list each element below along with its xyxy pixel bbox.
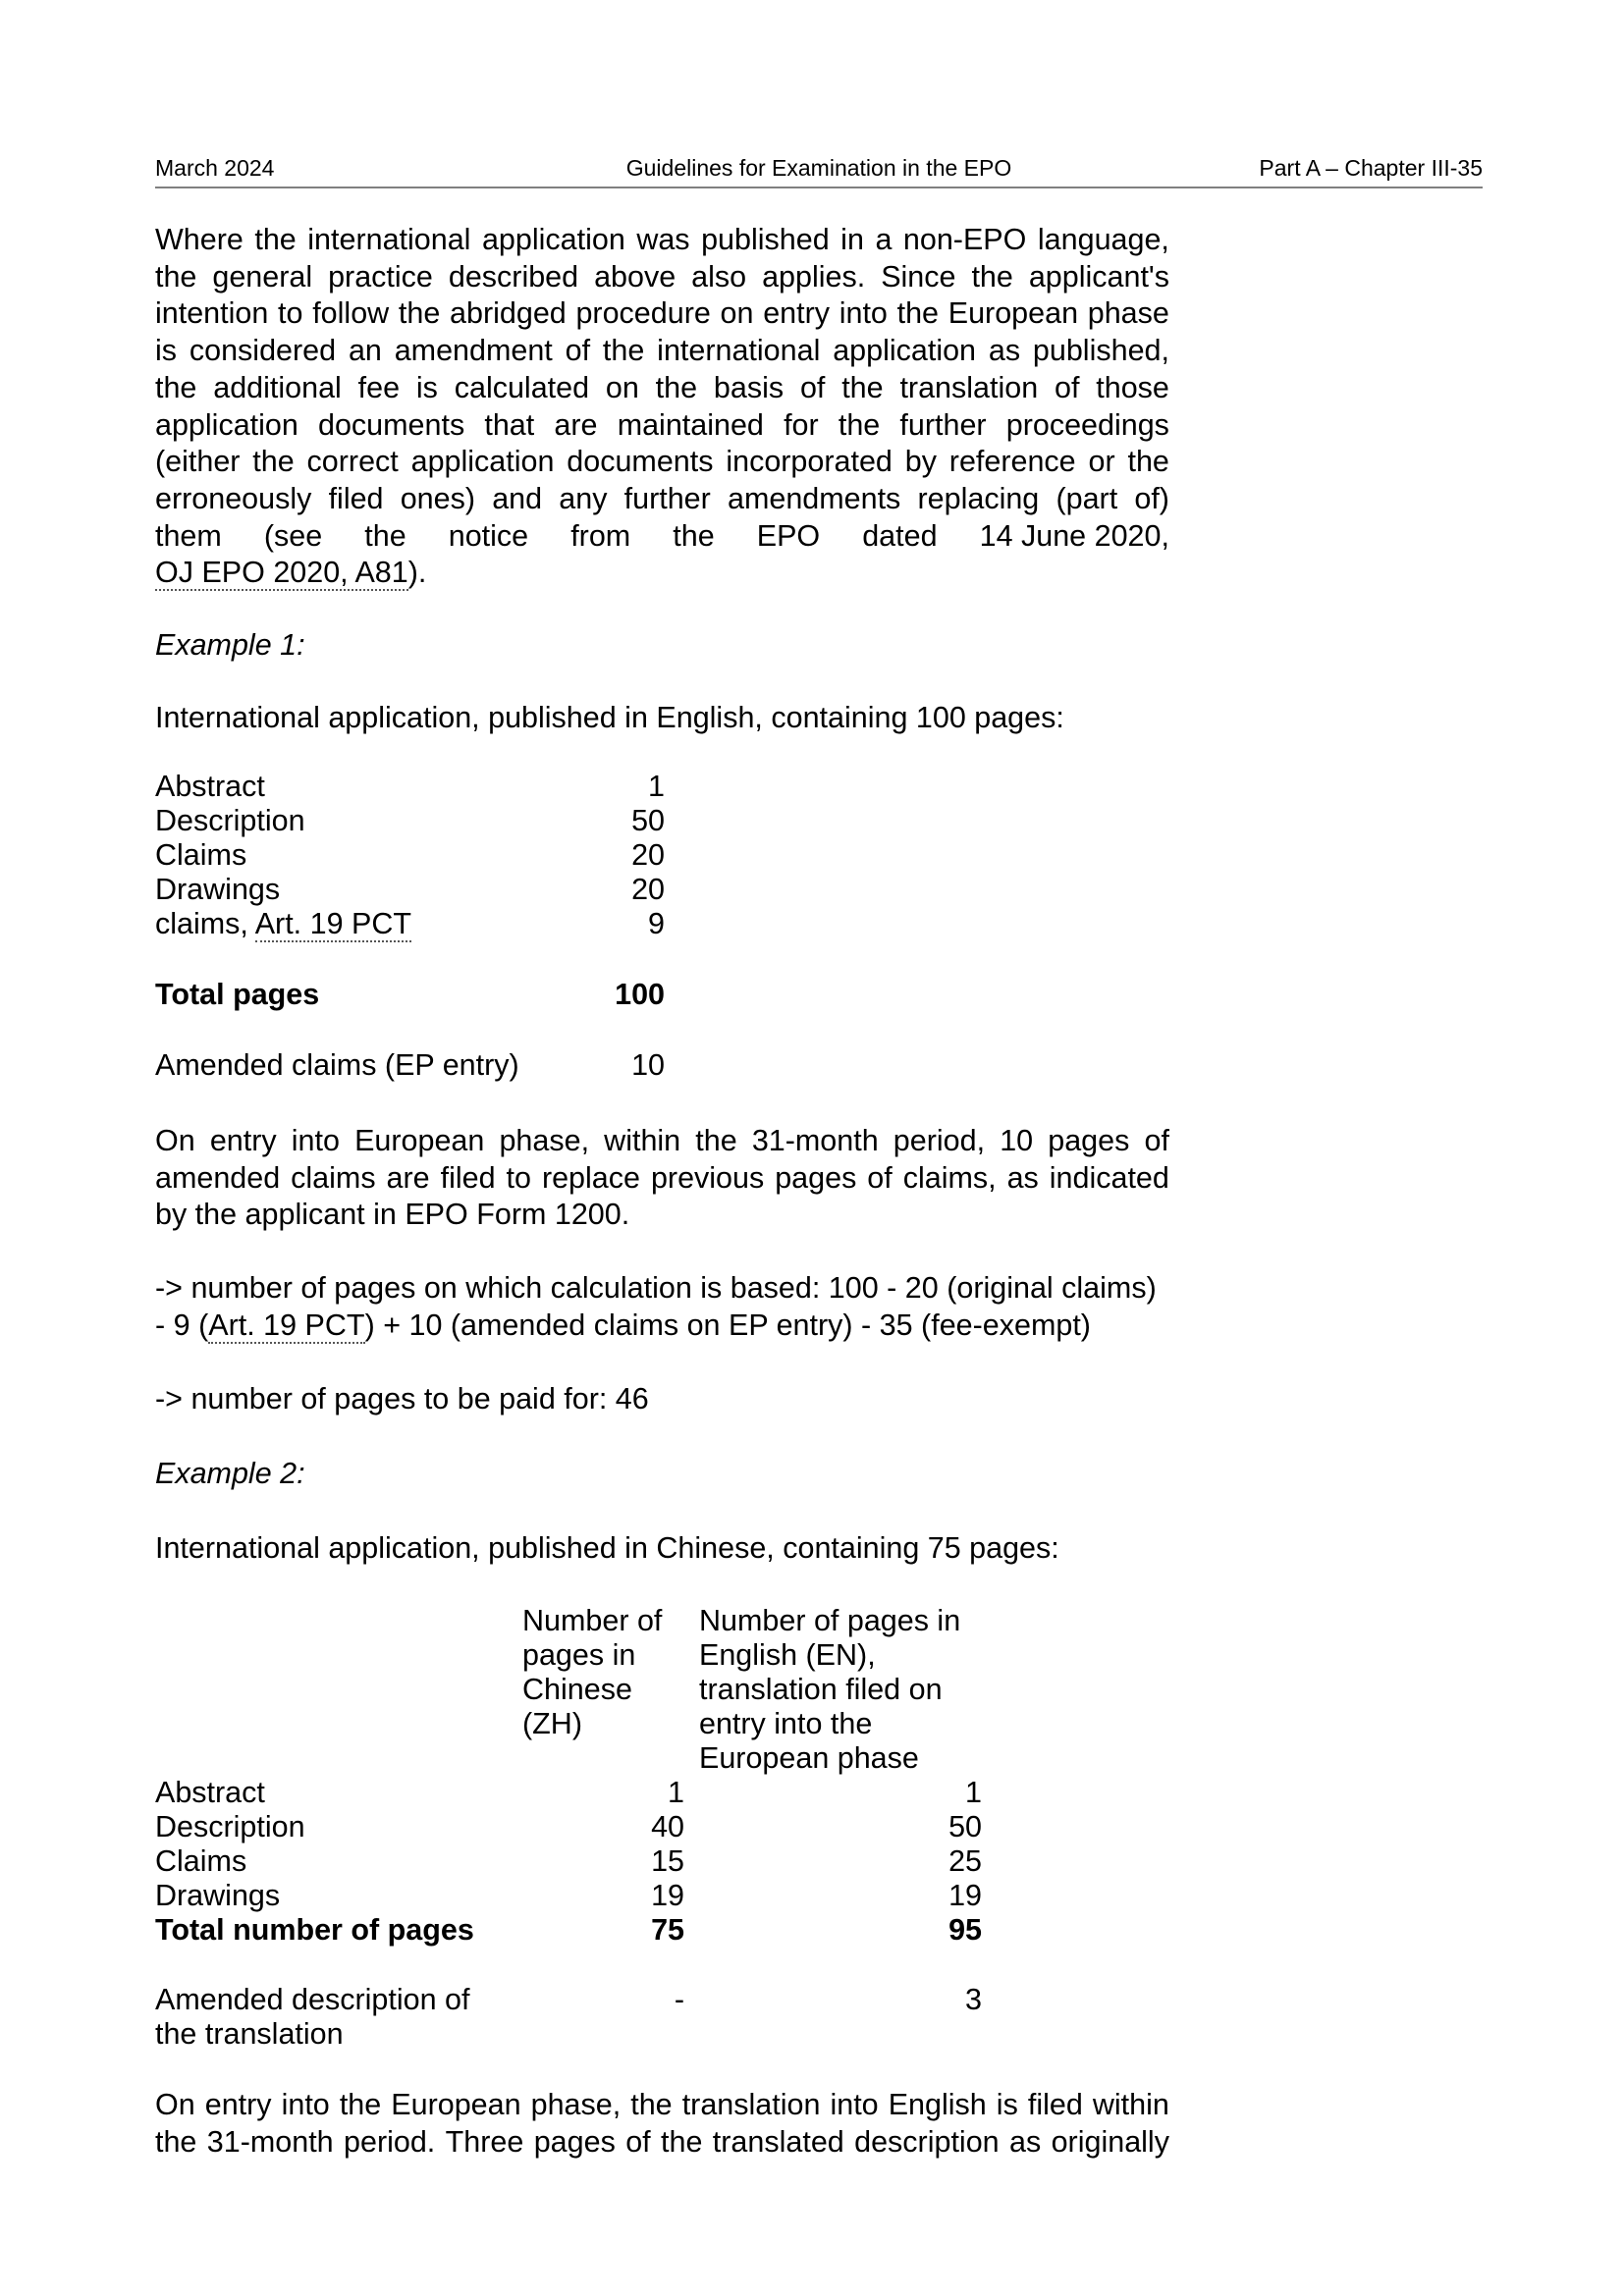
word: claims <box>291 1160 376 1195</box>
intro-line <box>155 295 1169 333</box>
word: translation <box>899 370 1039 404</box>
word: applies. <box>762 259 866 294</box>
word: the <box>602 334 645 368</box>
word: fee <box>357 370 401 404</box>
word: correct <box>306 445 399 479</box>
word: described <box>448 259 579 294</box>
word: them <box>155 518 222 553</box>
word: was <box>636 223 690 256</box>
ex2-row-zh: 19 <box>651 1879 684 1912</box>
word: entry <box>763 296 830 331</box>
calc-line: -> number of pages on which calculation is based: 100 - 20 (original claims) <box>155 1271 1157 1305</box>
word: to <box>278 296 303 331</box>
word: Since <box>881 259 956 294</box>
col-zh-header-line: Number of <box>522 1604 663 1637</box>
intro-line-spread <box>155 518 1169 556</box>
word: into <box>291 1124 340 1157</box>
word: for <box>784 407 819 442</box>
calc-suffix: ) + 10 (amended claims on EP entry) - 35 (fee-exempt) <box>364 1308 1091 1342</box>
col-en-header-line: Number of pages in <box>699 1604 961 1637</box>
word: published <box>701 223 830 256</box>
word: those <box>1096 370 1169 404</box>
art19-pct-link[interactable]: Art. 19 PCT <box>254 907 412 940</box>
word: considered <box>189 334 337 368</box>
ex1-total-label: Total pages <box>155 978 320 1011</box>
closing-line <box>155 2124 1169 2162</box>
word: amendments <box>727 481 901 515</box>
word: the <box>339 2088 382 2121</box>
word: international <box>307 223 471 256</box>
word: erroneously <box>155 481 312 515</box>
word: an <box>348 334 382 368</box>
word: and <box>492 481 543 515</box>
ex1-row-label: Abstract <box>155 770 265 803</box>
word: pages <box>1048 1124 1130 1157</box>
word: English <box>888 2088 987 2121</box>
word: from <box>570 518 631 553</box>
entry-line <box>155 1160 1169 1198</box>
col-en-header-line: entry into the <box>699 1707 873 1740</box>
ex2-row-label: Drawings <box>155 1879 281 1912</box>
intro-paragraph <box>155 222 1169 592</box>
word: previous <box>650 1160 765 1195</box>
word: documents <box>567 445 714 479</box>
ex1-entry-paragraph <box>155 1123 1169 1234</box>
word: indicated <box>1049 1160 1169 1195</box>
word: phase, <box>530 2088 622 2121</box>
word: application <box>155 407 298 442</box>
word: replace <box>541 1160 640 1195</box>
calc-prefix: - 9 ( <box>155 1308 209 1342</box>
intro-reference-line <box>155 555 1169 592</box>
word: replacing <box>917 481 1040 515</box>
word: pages <box>775 1160 857 1195</box>
word: the <box>254 223 297 256</box>
word: dated <box>862 518 938 553</box>
word: is <box>415 370 438 404</box>
word: the <box>252 445 295 479</box>
col-zh-header-line: Chinese <box>522 1673 632 1706</box>
intro-line <box>155 481 1169 518</box>
word: into <box>281 2088 330 2121</box>
ex2-amended-en: 3 <box>965 1983 982 2016</box>
word: into <box>839 296 888 331</box>
word: EPO <box>756 518 821 553</box>
word: in <box>840 223 864 256</box>
ex1-art19-value: 9 <box>648 907 665 940</box>
ex2-amended-zh: - <box>674 1983 684 2016</box>
word: European <box>947 296 1079 331</box>
word: international <box>657 334 821 368</box>
amended-label-line: Amended description of <box>155 1983 470 2016</box>
intro-line <box>155 444 1169 481</box>
ex2-row-en: 19 <box>948 1879 982 1912</box>
word: entry <box>204 2088 272 2121</box>
ex2-row-zh: 15 <box>651 1844 684 1878</box>
col-zh-header-line: (ZH) <box>522 1707 582 1740</box>
word: 10 <box>1000 1124 1034 1157</box>
word: the <box>896 296 940 331</box>
ex2-row-en: 25 <box>948 1844 982 1878</box>
ex1-row-label: Description <box>155 804 305 837</box>
word: is <box>155 334 178 368</box>
word: the <box>971 259 1013 294</box>
word: the <box>661 2124 703 2159</box>
word: (see <box>263 518 323 553</box>
ex2-total-label: Total number of pages <box>155 1913 474 1947</box>
example1-label: Example 1: <box>155 628 305 662</box>
word: of <box>799 370 826 404</box>
header-date: March 2024 <box>155 155 275 181</box>
word: are <box>386 1160 430 1195</box>
intro-line <box>155 407 1169 445</box>
art19-pct-link-2[interactable]: Art. 19 PCT <box>208 1308 365 1342</box>
word: of <box>625 2124 651 2159</box>
ex2-row-label: Abstract <box>155 1776 265 1809</box>
word: the <box>155 2124 197 2159</box>
word: intention <box>155 296 269 331</box>
word: follow <box>312 296 390 331</box>
entry-line: by the applicant in EPO Form 1200. <box>155 1198 630 1232</box>
word: European <box>354 1124 485 1157</box>
example1-intro: International application, published in English, containing 100 pages: <box>155 701 1064 734</box>
word: (either <box>155 445 241 479</box>
word: filed <box>328 481 384 515</box>
ex2-row-en: 1 <box>965 1776 982 1809</box>
word: the <box>1127 445 1169 479</box>
word: any <box>559 481 608 515</box>
intro-line <box>155 370 1169 407</box>
word: further <box>623 481 711 515</box>
col-zh-header-line: pages in <box>522 1638 636 1672</box>
amended-label-line: the translation <box>155 2017 344 2051</box>
word: calculated <box>454 370 590 404</box>
word: within <box>604 1124 681 1157</box>
col-en-header-line: European phase <box>699 1741 919 1775</box>
word: non-EPO <box>902 223 1027 256</box>
word: reference <box>948 445 1076 479</box>
word: are <box>554 407 598 442</box>
word: amendment <box>394 334 553 368</box>
word: additional <box>213 370 342 404</box>
word: that <box>484 407 535 442</box>
example2-intro: International application, published in Chinese, containing 75 pages: <box>155 1531 1059 1565</box>
oj-epo-link[interactable]: OJ EPO 2020, A81 <box>155 556 408 590</box>
word: of <box>1055 370 1080 404</box>
ex2-total-zh: 75 <box>651 1913 684 1947</box>
word: documents <box>318 407 465 442</box>
ex1-row-value: 20 <box>631 873 665 906</box>
ex1-row-value: 1 <box>648 770 665 803</box>
col-en-header-line: translation filed on <box>699 1673 943 1706</box>
word: on <box>605 370 639 404</box>
word: as <box>988 334 1021 368</box>
word: (part <box>1056 481 1118 515</box>
ex2-closing-paragraph <box>155 2087 1169 2161</box>
ex2-amended-label <box>155 1983 469 2052</box>
word: the <box>630 2088 673 2121</box>
ex1-total-value: 100 <box>615 978 665 1011</box>
header-section: Part A – Chapter III-35 <box>1259 155 1483 181</box>
word: amended <box>155 1160 281 1195</box>
word: as <box>1009 2124 1042 2159</box>
ex1-row-label: Claims <box>155 838 247 872</box>
word: practice <box>328 259 433 294</box>
example2-label: Example 2: <box>155 1457 305 1490</box>
word: proceedings <box>1005 407 1169 442</box>
word: of <box>867 1160 893 1195</box>
intro-line <box>155 259 1169 296</box>
ref-suffix: ). <box>407 556 427 590</box>
word: the <box>695 1124 737 1157</box>
word: ones) <box>400 481 475 515</box>
word: the <box>655 370 698 404</box>
word: application <box>833 334 977 368</box>
word: On <box>155 2088 195 2121</box>
word: 31-month <box>206 2124 334 2159</box>
word: published, <box>1032 334 1169 368</box>
word: On <box>155 1124 195 1157</box>
word: phase, <box>499 1124 590 1157</box>
word: claims, <box>902 1160 997 1195</box>
word: originally <box>1051 2124 1169 2159</box>
word: the <box>841 370 884 404</box>
ex1-row-label: Drawings <box>155 873 281 906</box>
word: Where <box>155 223 244 256</box>
word: of) <box>1134 481 1169 515</box>
word: on <box>720 296 754 331</box>
word: procedure <box>575 296 711 331</box>
word: maintained <box>617 407 764 442</box>
word: within <box>1092 2088 1169 2121</box>
word: a <box>875 223 893 256</box>
word: period. <box>344 2124 436 2159</box>
word: abridged <box>450 296 567 331</box>
word: also <box>691 259 747 294</box>
word: or <box>1088 445 1115 479</box>
col-en-header-line: English (EN), <box>699 1638 876 1672</box>
word: general <box>212 259 313 294</box>
ex2-row-zh: 1 <box>668 1776 684 1809</box>
ex1-amended-value: 10 <box>631 1048 665 1082</box>
word: the <box>364 518 406 553</box>
word: the <box>155 370 197 404</box>
word: basis <box>713 370 785 404</box>
word: is <box>996 2088 1018 2121</box>
word: of <box>1144 1124 1169 1157</box>
word: language, <box>1037 223 1169 256</box>
word: the <box>673 518 715 553</box>
ex1-row-value: 20 <box>631 838 665 872</box>
word: as <box>1006 1160 1039 1195</box>
ex1-calc-paragraph <box>155 1270 1169 1344</box>
word: application <box>481 223 625 256</box>
header-title: Guidelines for Examination in the EPO <box>625 155 1012 181</box>
word: phase <box>1087 296 1169 331</box>
word: translated <box>712 2124 844 2159</box>
word: the <box>398 296 441 331</box>
ex1-paid-line: -> number of pages to be paid for: 46 <box>155 1382 649 1415</box>
word: description <box>854 2124 1000 2159</box>
ex1-row-value: 50 <box>631 804 665 837</box>
word: 14 June 2020, <box>979 518 1169 553</box>
ex2-row-en: 50 <box>948 1810 982 1843</box>
word: pages <box>533 2124 616 2159</box>
ex2-row-zh: 40 <box>651 1810 684 1843</box>
art19-prefix: claims, <box>155 907 255 940</box>
intro-line <box>155 333 1169 370</box>
word: of <box>565 334 591 368</box>
ex1-art19-row <box>155 907 411 941</box>
word: incorporated <box>726 445 893 479</box>
word: translation <box>681 2088 821 2121</box>
word: into <box>830 2088 879 2121</box>
word: period, <box>893 1124 986 1157</box>
word: applicant's <box>1028 259 1169 294</box>
intro-line <box>155 222 1169 259</box>
word: to <box>506 1160 531 1195</box>
word: filed <box>440 1160 496 1195</box>
col-zh-header <box>522 1604 662 1741</box>
word: entry <box>209 1124 277 1157</box>
ex2-total-en: 95 <box>948 1913 982 1947</box>
ex2-row-label: Claims <box>155 1844 247 1878</box>
ex2-row-label: Description <box>155 1810 305 1843</box>
entry-line <box>155 1123 1169 1160</box>
word: Three <box>445 2124 524 2159</box>
word: further <box>899 407 987 442</box>
word: 31-month <box>751 1124 879 1157</box>
word: the <box>155 259 197 294</box>
word: filed <box>1027 2088 1083 2121</box>
calc-line-2 <box>155 1308 1169 1345</box>
word: the <box>838 407 881 442</box>
word: European <box>391 2088 521 2121</box>
word: application <box>410 445 555 479</box>
word: notice <box>448 518 529 553</box>
closing-line <box>155 2087 1169 2124</box>
col-en-header <box>699 1604 960 1776</box>
ex1-amended-label: Amended claims (EP entry) <box>155 1048 519 1082</box>
page-header <box>155 151 1483 188</box>
word: above <box>594 259 677 294</box>
word: by <box>904 445 937 479</box>
